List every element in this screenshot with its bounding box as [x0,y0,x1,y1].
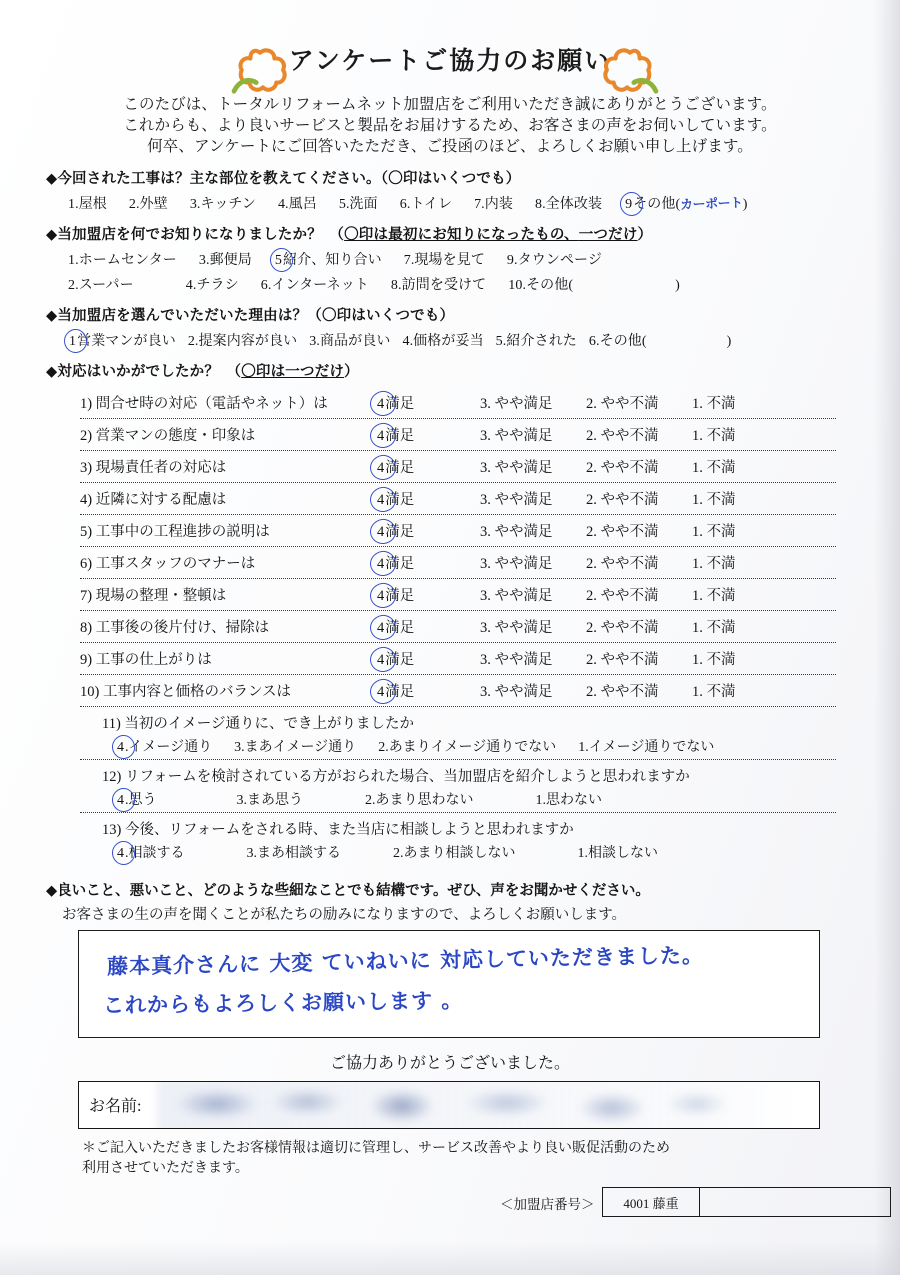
rating-cell-somewhat-dissatisfied[interactable]: 2. やや不満 [586,684,659,700]
privacy-notice [46,1139,854,1179]
question-11 [80,709,836,760]
q4-heading-a: ◆対応はいかがでしたか？ （ [46,364,242,380]
rating-cell-dissatisfied[interactable]: 1. 不満 [692,428,736,444]
question-3-options [46,330,854,350]
q3-option[interactable]: 5.紹介された [495,334,577,349]
rating-selected-marker: 4 [377,428,385,444]
survey-sheet [46,30,854,1217]
question-2-options-row-1 [46,249,854,269]
thanks-message: ご協力ありがとうございました。 [329,1055,570,1072]
store-number-row [46,1187,854,1217]
q4-heading-c: ） [344,364,359,380]
rating-row-label: 8) 工事後の後片付け、掃除は [80,620,270,636]
q2-option[interactable]: 10.その他( [508,278,574,293]
name-field[interactable] [78,1081,820,1129]
q12-option[interactable]: 3.まあ思う [236,793,303,808]
rating-cell-somewhat-satisfied[interactable]: 3. やや満足 [480,652,553,668]
question-13-title: 13) 今後、リフォームをされる時、また当店に相談しようと思われますか [102,822,574,838]
privacy-line-1: ＊ご記入いただきましたお客様情報は適切に管理し、サービス改善やより良い販促活動のため [82,1141,670,1156]
q4-heading-b: 〇印は一つだけ [241,364,345,380]
q11-option[interactable]: 2.あまりイメージ通りでない [378,740,557,755]
question-11-title: 11) 当初のイメージ通りに、でき上がりましたか [102,716,414,732]
free-comment-box[interactable] [78,930,820,1038]
q3-other-close: ) [726,334,732,349]
rating-row-label: 2) 営業マンの態度・印象は [80,428,256,444]
name-field-label: お名前: [89,1098,142,1115]
question-11-options [80,736,836,756]
rating-cell-somewhat-dissatisfied[interactable]: 2. やや不満 [586,492,659,508]
question-1-options [46,193,854,213]
rating-selected-marker: 4 [377,620,385,636]
flower-icon [601,46,659,96]
rating-cell-satisfied[interactable]: 4満足 [377,460,415,476]
rating-cell-somewhat-satisfied[interactable]: 3. やや満足 [480,684,553,700]
q1-option[interactable]: 7.内装 [474,197,513,212]
q3-option-selected[interactable]: 1営業マンが良い [69,334,176,349]
q2-option[interactable]: 7.現場を見て [403,253,485,268]
rating-cell-somewhat-dissatisfied[interactable]: 2. やや不満 [586,524,659,540]
q13-option[interactable]: 3.まあ相談する [246,846,341,861]
q13-option[interactable]: 2.あまり相談しない [393,846,516,861]
rating-cell-somewhat-dissatisfied[interactable]: 2. やや不満 [586,460,659,476]
question-1-heading: ◆今回された工事は？主な部位を教えてください。（〇印はいくつでも） [46,171,521,187]
rating-selected-marker: 4 [377,492,385,508]
privacy-line-2: 利用させていただきます。 [82,1161,249,1176]
free-comment-heading: ◆良いこと、悪いこと、どのような些細なことでも結構です。ぜひ、声をお聞かせください。 [46,883,650,899]
rating-cell-somewhat-dissatisfied[interactable]: 2. やや不満 [586,588,659,604]
rating-cell-somewhat-satisfied[interactable]: 3. やや満足 [480,428,553,444]
rating-cell-somewhat-satisfied[interactable]: 3. やや満足 [480,396,553,412]
rating-selected-marker: 4 [377,556,385,572]
rating-table [46,387,836,865]
q2-option[interactable]: 8.訪問を受けて [390,278,487,293]
q2-other-close: ) [675,278,680,293]
header-title-row [46,30,854,92]
q3-option[interactable]: 3.商品が良い [309,334,391,349]
table-row [80,419,836,451]
rating-cell-satisfied[interactable]: 4満足 [377,652,415,668]
rating-cell-somewhat-satisfied[interactable]: 3. やや満足 [480,524,553,540]
handwritten-comment-line-1: 藤本真介さんに 大変 ていねいに 対応していただきました。 [106,943,705,979]
table-row [80,643,836,675]
q2-option[interactable]: 1.ホームセンター [68,253,177,268]
rating-cell-somewhat-satisfied[interactable]: 3. やや満足 [480,492,553,508]
table-row [80,451,836,483]
handwritten-comment-line-2: これからもよろしくお願いします 。 [102,988,464,1018]
q1-other-label: その他( [633,197,681,212]
q1-option[interactable]: 4.風呂 [277,197,317,212]
rating-row-label: 9) 工事の仕上がりは [80,652,212,668]
rating-cell-dissatisfied[interactable]: 1. 不満 [692,652,736,668]
intro-line-3: 何卒、アンケートにご回答いたただき、ご投函のほど、よろしくお願い申し上げます。 [147,138,753,155]
q1-option[interactable]: 1.屋根 [68,197,107,212]
q11-option[interactable]: 1.イメージ通りでない [578,740,715,755]
rating-cell-somewhat-dissatisfied[interactable]: 2. やや不満 [586,556,659,572]
rating-cell-satisfied[interactable]: 4満足 [377,556,415,572]
rating-row-label: 7) 現場の整理・整頓は [80,588,227,604]
q1-option[interactable]: 6.トイレ [399,197,453,212]
rating-cell-somewhat-satisfied[interactable]: 3. やや満足 [480,460,553,476]
question-3-heading: ◆当加盟店を選んでいただいた理由は？（〇印はいくつでも） [46,308,455,324]
rating-cell-satisfied[interactable]: 4満足 [377,396,415,412]
q1-other-handwriting: カーポート [680,195,744,214]
q2-option[interactable]: 2.スーパー [68,278,134,293]
table-row [80,579,836,611]
rating-row-label: 10) 工事内容と価格のバランスは [80,684,292,700]
rating-selected-marker: 4 [377,588,385,604]
question-2-heading [46,223,854,244]
rating-row-label: 1) 問合せ時の対応（電話やネット）は [80,396,328,412]
rating-cell-dissatisfied[interactable]: 1. 不満 [692,492,736,508]
q2-heading-a: ◆当加盟店を何でお知りになりましたか？ （ [46,227,345,243]
table-row [80,387,836,419]
q12-selected-marker: 4 [117,793,124,808]
redaction-blur [157,1081,797,1129]
rating-row-label: 4) 近隣に対する配慮は [80,492,227,508]
q12-option[interactable]: 2.あまり思わない [365,793,474,808]
rating-cell-satisfied[interactable]: 4満足 [377,684,415,700]
flower-icon [231,46,289,96]
rating-cell-somewhat-dissatisfied[interactable]: 2. やや不満 [586,428,659,444]
store-number-value: 4001 藤重 [603,1188,700,1216]
question-2-options-row-2 [46,274,854,294]
rating-selected-marker: 4 [377,684,385,700]
q2-option-selected[interactable]: 5紹介、知り合い [274,253,382,268]
rating-cell-somewhat-dissatisfied[interactable]: 2. やや不満 [586,620,659,636]
intro-paragraph [46,94,854,157]
question-12 [80,762,836,813]
table-row [80,675,836,707]
store-number-label: ＜加盟店番号＞ [500,1197,595,1212]
q13-selected-marker: 4 [117,846,124,861]
rating-cell-dissatisfied[interactable]: 1. 不満 [692,620,736,636]
q1-option[interactable]: 8.全体改装 [534,197,603,212]
q11-selected-marker: 4 [117,740,124,755]
q1-option[interactable]: 3.キッチン [189,197,256,212]
free-comment-subheading: お客さまの生の声を聞くことが私たちの励みになりますので、よろしくお願いします。 [62,907,627,923]
q2-option[interactable]: 3.郵便局 [198,253,252,268]
store-number-cells [602,1187,891,1217]
q13-option[interactable]: 1.相談しない [577,846,658,861]
rating-row-label: 6) 工事スタッフのマナーは [80,556,256,572]
q2-option[interactable]: 4.チラシ [185,278,239,293]
rating-cell-satisfied[interactable]: 4満足 [377,492,415,508]
q11-option[interactable]: 3.まあイメージ通り [234,740,357,755]
rating-row-label: 3) 現場責任者の対応は [80,460,227,476]
rating-cell-somewhat-satisfied[interactable]: 3. やや満足 [480,588,553,604]
table-row [80,483,836,515]
q1-selected-marker[interactable]: 9 [625,197,633,212]
rating-cell-dissatisfied[interactable]: 1. 不満 [692,460,736,476]
rating-cell-somewhat-satisfied[interactable]: 3. やや満足 [480,620,553,636]
rating-row-label: 5) 工事中の工程進捗の説明は [80,524,270,540]
question-12-title: 12) リフォームを検討されている方がおられた場合、当加盟店を紹介しようと思われますか [102,769,690,785]
table-row [80,547,836,579]
rating-cell-somewhat-dissatisfied[interactable]: 2. やや不満 [586,396,659,412]
q1-option[interactable]: 5.洗面 [338,197,378,212]
rating-cell-dissatisfied[interactable]: 1. 不満 [692,588,736,604]
rating-selected-marker: 4 [377,652,385,668]
q2-selected-marker: 5 [274,253,282,268]
q2-option[interactable]: 9.タウンページ [506,253,602,268]
rating-cell-satisfied[interactable]: 4満足 [377,428,415,444]
rating-selected-marker: 4 [377,460,385,476]
q2-option[interactable]: 6.インターネット [260,278,369,293]
rating-cell-satisfied[interactable]: 4満足 [377,620,415,636]
q2-heading-d: ） [637,227,653,243]
question-4-heading [46,360,854,381]
question-12-options [80,789,836,809]
q2-heading-c: 一つだけ [578,227,638,243]
table-row [80,515,836,547]
table-row [80,611,836,643]
rating-cell-dissatisfied[interactable]: 1. 不満 [692,684,736,700]
q2-heading-b: 〇印は最初にお知りになったもの、 [344,227,579,243]
rating-cell-dissatisfied[interactable]: 1. 不満 [692,396,736,412]
rating-cell-dissatisfied[interactable]: 1. 不満 [692,524,736,540]
q12-option[interactable]: 1.思わない [535,793,602,808]
intro-line-2: これからも、より良いサービスと製品をお届けするため、お客さまの声をお伺いしています。 [123,117,777,134]
rating-cell-dissatisfied[interactable]: 1. 不満 [692,556,736,572]
q1-option[interactable]: 2.外壁 [128,197,168,212]
q13-option-selected[interactable]: 4.相談する [117,846,185,861]
rating-selected-marker: 4 [377,396,385,412]
q3-selected-marker: 1 [69,334,77,349]
rating-cell-satisfied[interactable]: 4満足 [377,588,415,604]
question-13-options [80,842,836,862]
rating-cell-somewhat-satisfied[interactable]: 3. やや満足 [480,556,553,572]
q3-option[interactable]: 2.提案内容が良い [187,334,298,349]
intro-line-1: このたびは、トータルリフォームネット加盟店をご利用いただき誠にありがとうございます。 [123,96,777,113]
store-number-blank[interactable] [700,1188,890,1216]
rating-cell-somewhat-dissatisfied[interactable]: 2. やや不満 [586,652,659,668]
rating-cell-satisfied[interactable]: 4満足 [377,524,415,540]
q12-option-selected[interactable]: 4.思う [117,793,157,808]
q1-other-close: ) [742,197,748,212]
question-13 [80,815,836,865]
page-title: アンケートご協力のお願い [288,46,612,75]
q3-option[interactable]: 4.価格が妥当 [402,334,484,349]
q3-option[interactable]: 6.その他( [588,334,647,349]
q11-option-selected[interactable]: 4.イメージ通り [117,740,213,755]
rating-selected-marker: 4 [377,524,385,540]
